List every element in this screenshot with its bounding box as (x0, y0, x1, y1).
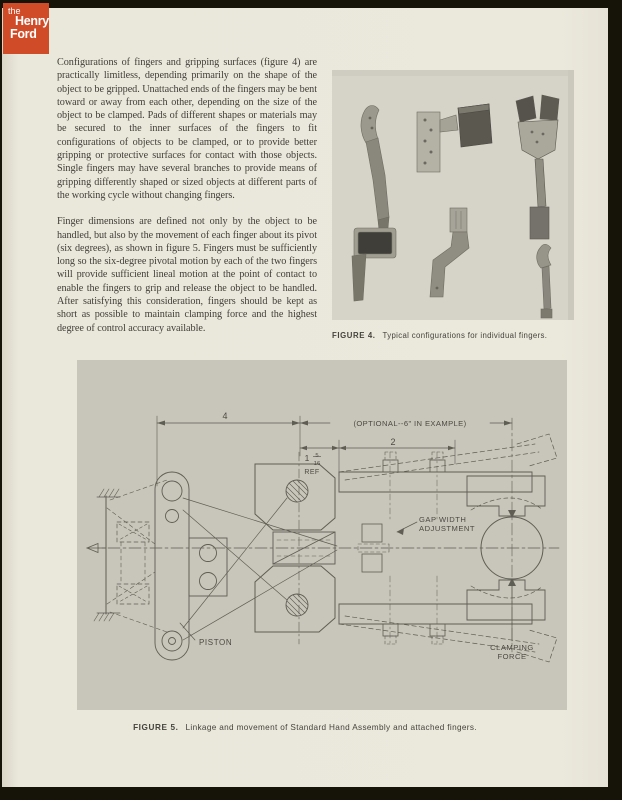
figure-5-caption (2, 723, 608, 732)
gap-width-label: GAP WIDTH (419, 515, 467, 524)
clamping-label: CLAMPING (490, 643, 534, 652)
dim-label-2: 2 (390, 437, 396, 447)
paragraph-2: Finger dimensions are defined not only by the object to be handled, but also by the movement of each finger about its pivot (six degrees), as shown in figure 5. Fingers must be sufficiently long so the six-degree pivotal motion by each of the two fingers will provide sufficient lineal motion at the point of contact to enable the fingers to grip and release the object to be handled. After satisfying this consideration, fingers should be kept as short as possible to maintain clamping force and the highest degree of control accuracy available. (57, 216, 317, 334)
figure-4 (332, 70, 574, 340)
dim-label-ref-den: 16 (313, 461, 321, 467)
page-paper (2, 8, 608, 787)
figure-4-photo (332, 70, 574, 320)
logo-henry: Henry (15, 14, 49, 28)
henry-ford-logo (3, 3, 49, 54)
paragraph-1: Configurations of fingers and gripping surfaces (figure 4) are practically limitless, depending primarily on the shape of the object to be gripped. Unattached ends of the fingers may be bent toward or away from each other, depending on the size of the object to be clamped. Pads of different shapes or materials may be secured to the inner surfaces of the fingers to fit configurations of objects to be clamped, or to provide better gripping or protective surfaces for contact with those objects. Single fingers may have several branches to provide means of gripping differently shaped or sized objects at different parts of the working cycle without changing fingers. (57, 57, 317, 201)
dim-label-ref-whole: 1 (304, 453, 310, 463)
figure-5-drawing (77, 360, 567, 710)
dim-label-ref: REF (304, 469, 320, 476)
dim-label-optional: (OPTIONAL--6" IN EXAMPLE) (353, 419, 467, 428)
figure-5-caption-text: Linkage and movement of Standard Hand Assembly and attached fingers. (185, 723, 477, 732)
finger-part-pad (458, 104, 492, 147)
figure-4-caption (332, 331, 574, 340)
dim-label-4: 4 (222, 411, 228, 421)
force-label: FORCE (497, 652, 527, 661)
figure-4-caption-text: Typical configurations for individual fingers. (382, 331, 548, 340)
logo-ford: Ford (10, 27, 37, 41)
logo-the: the (8, 6, 21, 16)
gap-adjustment-label: ADJUSTMENT (419, 524, 476, 533)
figure-4-label: FIGURE 4. (332, 331, 376, 340)
body-text (57, 56, 317, 335)
dim-label-ref-num: 5 (315, 453, 319, 459)
piston-label: PISTON (199, 638, 233, 647)
figure-5-label: FIGURE 5. (133, 723, 179, 732)
figure-5 (77, 360, 567, 710)
